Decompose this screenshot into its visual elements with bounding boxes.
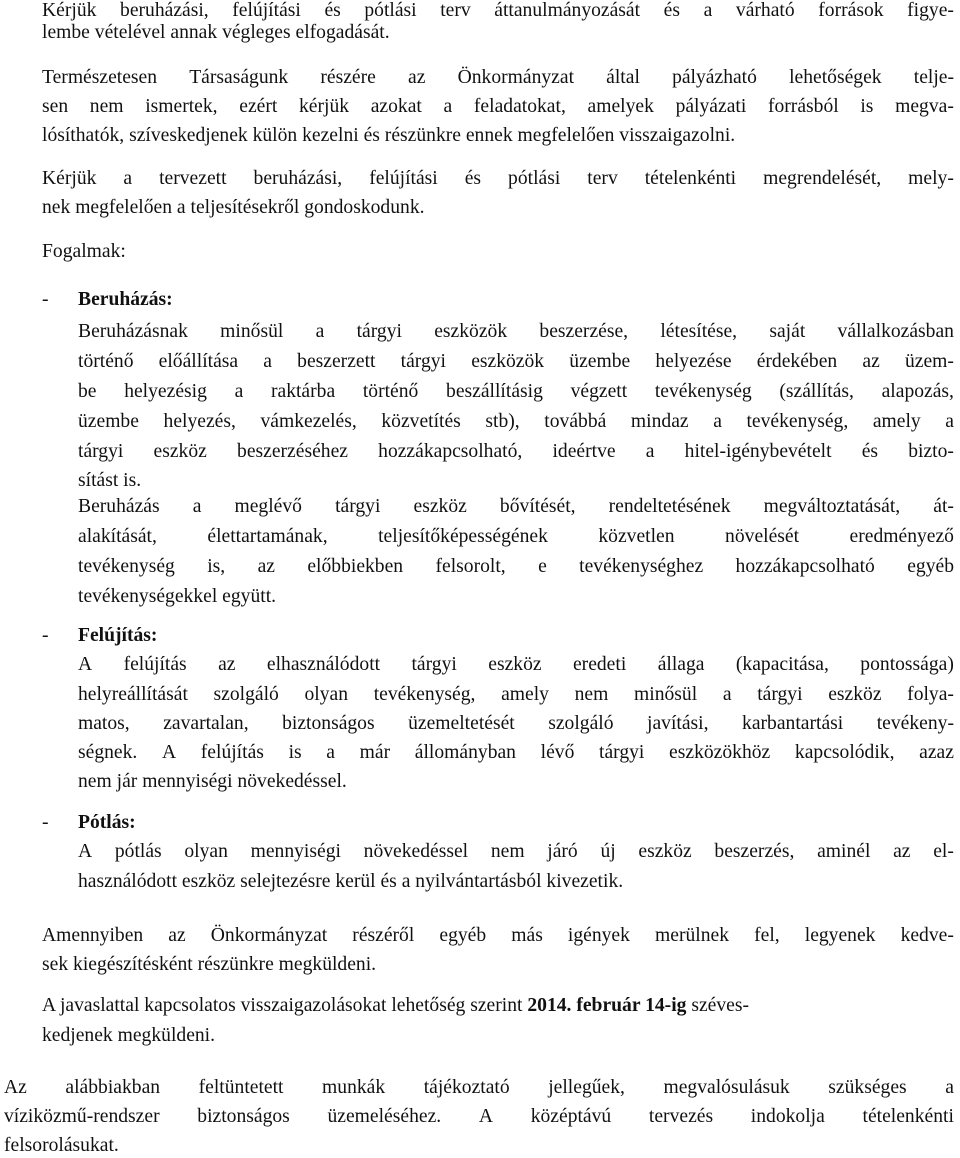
word: eszköz [153, 441, 207, 462]
word: Kérjük [42, 0, 97, 21]
word: Önkormányzat [210, 925, 328, 946]
word: növekedéssel [363, 841, 469, 862]
word: az [218, 654, 236, 675]
word: is, [207, 556, 226, 577]
word: Amennyiben [42, 925, 144, 946]
word: (szállítás, [779, 381, 854, 402]
word: hozzákapcsolható, [378, 441, 523, 462]
word: középtávú [530, 1106, 612, 1127]
word: üzemeléséhez. [327, 1106, 442, 1127]
potlas-p1-line-2: használódott eszköz selejtezésre kerül és a nyilvántartásból kivezetik. [78, 871, 624, 892]
word: és [464, 168, 482, 189]
word: saját [769, 321, 806, 342]
word: állományban [414, 742, 516, 763]
word: előbbiekben [307, 556, 404, 577]
word: raktárba [270, 381, 336, 402]
word: üzembe [78, 411, 139, 432]
word: tárgyi [356, 321, 402, 342]
word: át- [933, 496, 954, 517]
word: karbantartási [742, 713, 844, 734]
word: a [645, 441, 655, 462]
para5-line-1 [42, 996, 749, 1016]
word: megváltoztatását, [763, 496, 901, 517]
word: amely [872, 411, 921, 432]
word: ségnek. [78, 742, 138, 763]
word: nem [89, 96, 124, 117]
word: eredményező [849, 526, 954, 547]
word: a [443, 96, 453, 117]
word: pályázható [672, 67, 757, 88]
word: tevékenység, [746, 411, 849, 432]
word: és [663, 0, 680, 21]
word: eszköz [638, 841, 692, 862]
word: beszerzése, [539, 321, 629, 342]
word: történő [78, 351, 134, 372]
word: el- [933, 841, 954, 862]
word: a [703, 0, 713, 21]
word: e [538, 556, 547, 577]
beruhazas-p1-line-4 [78, 412, 954, 432]
word: stb), [485, 411, 520, 432]
word: hozzákapcsolható [735, 556, 875, 577]
word: részére [320, 67, 376, 88]
word: tárgyi [599, 742, 645, 763]
beruhazas-p2-line-2 [78, 527, 954, 547]
word: olyan [304, 684, 349, 705]
word: fel, [754, 925, 780, 946]
word: közvetlen [598, 526, 675, 547]
word: pótlási [364, 0, 417, 21]
word: tárgyi [78, 441, 124, 462]
word: a [722, 684, 732, 705]
word: a [326, 742, 335, 763]
word: terv [587, 168, 618, 189]
beruhazas-p2-line-4: tevékenységekkel együtt. [78, 586, 277, 607]
word: más [511, 925, 543, 946]
word: források [818, 0, 884, 21]
word: matos, [78, 713, 130, 734]
word: folya- [907, 684, 954, 705]
word: állaga [657, 654, 705, 675]
word: eredeti [572, 654, 627, 675]
word: Beruházás [78, 496, 160, 517]
word: legyenek [804, 925, 876, 946]
word: A [161, 742, 177, 763]
word: ideértve [552, 441, 616, 462]
word: üzembe [569, 351, 631, 372]
word: vállalkozásban [837, 321, 954, 342]
word: jellegűek, [548, 1077, 625, 1098]
word: beszállításig [446, 381, 543, 402]
word: indokolja [750, 1106, 825, 1127]
word: a [945, 411, 954, 432]
word: már [359, 742, 391, 763]
word: tervezés [648, 1106, 714, 1127]
word: Kérjük [42, 168, 97, 189]
word: felsorolt, [435, 556, 506, 577]
beruhazas-p2-line-3 [78, 557, 954, 577]
word: részéről [352, 925, 415, 946]
word: vámkezelés, [260, 411, 357, 432]
para4-line-1 [42, 926, 954, 946]
word: mely- [908, 168, 954, 189]
word: eszközök [471, 351, 545, 372]
beruhazas-p1-line-1 [78, 322, 954, 342]
word: ismertek, [145, 96, 218, 117]
word: kapcsolódik, [794, 742, 895, 763]
word: az [862, 351, 880, 372]
word: tételenkénti [862, 1106, 954, 1127]
word: ezért [239, 96, 278, 117]
word: terv [440, 0, 471, 21]
word: bizto- [908, 441, 954, 462]
word: alapozás, [881, 381, 954, 402]
word: továbbá [544, 411, 607, 432]
word: víziközmű-rendszer [4, 1106, 160, 1127]
word: tárgyi [400, 351, 447, 372]
word: előállítása [158, 351, 239, 372]
potlas-p1-line-1 [78, 842, 954, 862]
word: beruházási, [253, 168, 343, 189]
word: eszközök [434, 321, 508, 342]
word: helyreállítását [78, 684, 188, 705]
word: is [860, 96, 874, 117]
word: létesítése, [660, 321, 738, 342]
word: alakítását, [78, 526, 157, 547]
word: eszköz [413, 496, 467, 517]
word: pályázati [675, 96, 747, 117]
felujitas-p1-line-4 [78, 743, 954, 763]
fogalmak-label: Fogalmak: [42, 241, 126, 262]
word: eszköz [488, 654, 542, 675]
felujitas-p1-line-5: nem jár mennyiségi növekedéssel. [78, 771, 347, 792]
word: azaz [919, 742, 954, 763]
word: igények [567, 925, 630, 946]
word: Társaságunk [189, 67, 289, 88]
word: megvalósulásuk [663, 1077, 790, 1098]
word: telje- [913, 67, 954, 88]
word: pótlás [114, 841, 162, 862]
word: A [78, 654, 93, 675]
word: beruházási, [120, 0, 209, 21]
word: pontossága) [860, 654, 954, 675]
para6-line-2 [4, 1107, 954, 1127]
word: (kapacitása, [735, 654, 829, 675]
word: rendeltetésének [608, 496, 731, 517]
word: mindaz [630, 411, 689, 432]
word: tárgyi [757, 684, 803, 705]
word: javítási, [647, 713, 709, 734]
potlas-term: Pótlás: [78, 812, 136, 833]
word: felújítási [369, 168, 438, 189]
para1-line-2: lembe vételével annak végleges elfogadását. [42, 22, 390, 43]
word: minősül [634, 684, 698, 705]
word: eszköz [828, 684, 882, 705]
word: növelését [725, 526, 800, 547]
word: és [324, 0, 341, 21]
felujitas-dash: - [42, 625, 49, 646]
word: a [713, 411, 722, 432]
word: szükséges [828, 1077, 907, 1098]
word: pótlási [508, 168, 561, 189]
beruhazas-p2-line-1 [78, 497, 954, 517]
word: helyezés, [163, 411, 236, 432]
word: amely [501, 684, 549, 705]
para5-suffix: széves- [686, 995, 750, 1016]
beruhazas-term: Beruházás: [78, 289, 173, 310]
word: lehetőségek [789, 67, 882, 88]
word: egyéb [907, 556, 954, 577]
word: tárgyi [411, 654, 457, 675]
word: tárgyi [335, 496, 381, 517]
word: lévő [540, 742, 575, 763]
word: tevékeny- [876, 713, 954, 734]
word: üzem- [904, 351, 954, 372]
word: élettartamának, [207, 526, 328, 547]
word: alábbiakban [65, 1077, 161, 1098]
word: Önkormányzat [457, 67, 575, 88]
word: bővítését, [499, 496, 576, 517]
word: felújítás [200, 742, 264, 763]
word: végzett [570, 381, 628, 402]
felujitas-p1-line-3 [78, 714, 954, 734]
word: elhasználódott [266, 654, 381, 675]
para6-line-1 [4, 1078, 954, 1098]
word: tevékenység [654, 381, 752, 402]
word: helyezése [655, 351, 732, 372]
word: által [606, 67, 640, 88]
word: eszközökhöz [669, 742, 771, 763]
word: A [78, 841, 93, 862]
word: kedve- [900, 925, 954, 946]
word: szolgáló [213, 684, 279, 705]
word: a [945, 1077, 954, 1098]
word: a [234, 381, 244, 402]
word: munkák [322, 1077, 386, 1098]
beruhazas-p1-line-5 [78, 442, 954, 462]
word: Az [4, 1077, 27, 1098]
word: felújítási [232, 0, 301, 21]
word: nem [490, 841, 525, 862]
word: kérjük [298, 96, 350, 117]
word: a [123, 168, 133, 189]
word: feladatokat, [473, 96, 566, 117]
beruhazas-p1-line-3 [78, 382, 954, 402]
word: új [600, 841, 616, 862]
para2-line-1 [42, 68, 954, 88]
word: minősül [220, 321, 284, 342]
word: Beruházásnak [78, 321, 188, 342]
word: Természetesen [42, 67, 158, 88]
word: a [263, 351, 272, 372]
word: és [861, 441, 879, 462]
word: az [893, 841, 911, 862]
word: érdekében [756, 351, 838, 372]
word: tevékenység [78, 556, 175, 577]
word: tételenkénti [644, 168, 737, 189]
word: tevékenységhez [579, 556, 704, 577]
word: zavartalan, [163, 713, 249, 734]
word: tevékenység, [373, 684, 476, 705]
word: helyezésig [124, 381, 207, 402]
deadline-date: 2014. február 14-ig [527, 995, 687, 1016]
word: hitel-igénybevételt [684, 441, 832, 462]
beruhazas-p1-line-6: sítást is. [78, 470, 142, 491]
word: üzemeltetését [408, 713, 515, 734]
word: megrendelését, [763, 168, 882, 189]
beruhazas-p1-line-2 [78, 352, 954, 372]
word: az [408, 67, 426, 88]
potlas-dash: - [42, 812, 49, 833]
para4-line-2: sek kiegészítésként részünkre megküldeni. [42, 954, 377, 975]
word: az [257, 556, 275, 577]
word: aminél [817, 841, 871, 862]
para6-line-3: felsorolásukat. [4, 1135, 119, 1156]
word: szolgáló [548, 713, 614, 734]
para3-line-1 [42, 169, 954, 189]
word: a [192, 496, 202, 517]
felujitas-p1-line-1 [78, 655, 954, 675]
para5-prefix: A javaslattal kapcsolatos visszaigazolásokat lehetőség szerint [42, 995, 528, 1016]
word: az [168, 925, 186, 946]
felujitas-term: Felújítás: [78, 625, 158, 646]
para3-line-2: nek megfelelően a teljesítésekről gondoskodunk. [42, 197, 425, 218]
word: nem [574, 684, 609, 705]
word: megva- [895, 96, 954, 117]
word: egyéb [439, 925, 487, 946]
felujitas-p1-line-2 [78, 685, 954, 705]
word: feltüntetett [198, 1077, 284, 1098]
word: járó [547, 841, 578, 862]
word: tájékoztató [423, 1077, 510, 1098]
word: merülnek [655, 925, 730, 946]
word: A [478, 1106, 494, 1127]
word: beszerzés, [714, 841, 795, 862]
para2-line-3: lósíthatók, szíveskedjenek külön kezelni és részünkre ennek megfelelően visszaigazolni. [42, 125, 736, 146]
word: forrásból [767, 96, 839, 117]
word: sen [42, 96, 69, 117]
word: várható [735, 0, 795, 21]
word: közvetítés [381, 411, 461, 432]
word: amelyek [587, 96, 654, 117]
word: is [288, 742, 302, 763]
beruhazas-dash: - [42, 289, 49, 310]
word: biztonságos [197, 1106, 290, 1127]
word: be [78, 381, 97, 402]
para2-line-2 [42, 97, 954, 117]
para5-line-2: kedjenek megküldeni. [42, 1025, 216, 1046]
word: figye- [907, 0, 954, 21]
word: biztonságos [282, 713, 375, 734]
word: áttanulmányozását [494, 0, 641, 21]
word: teljesítőképességének [378, 526, 548, 547]
word: olyan [184, 841, 228, 862]
word: beszerzéséhez [237, 441, 348, 462]
word: meglévő [234, 496, 302, 517]
word: történő [362, 381, 419, 402]
word: tervezett [159, 168, 227, 189]
para1-line-1 [42, 1, 954, 21]
word: beszerzett [297, 351, 376, 372]
word: felújítás [123, 654, 187, 675]
word: mennyiségi [250, 841, 341, 862]
word: azokat [370, 96, 422, 117]
word: a [315, 321, 325, 342]
